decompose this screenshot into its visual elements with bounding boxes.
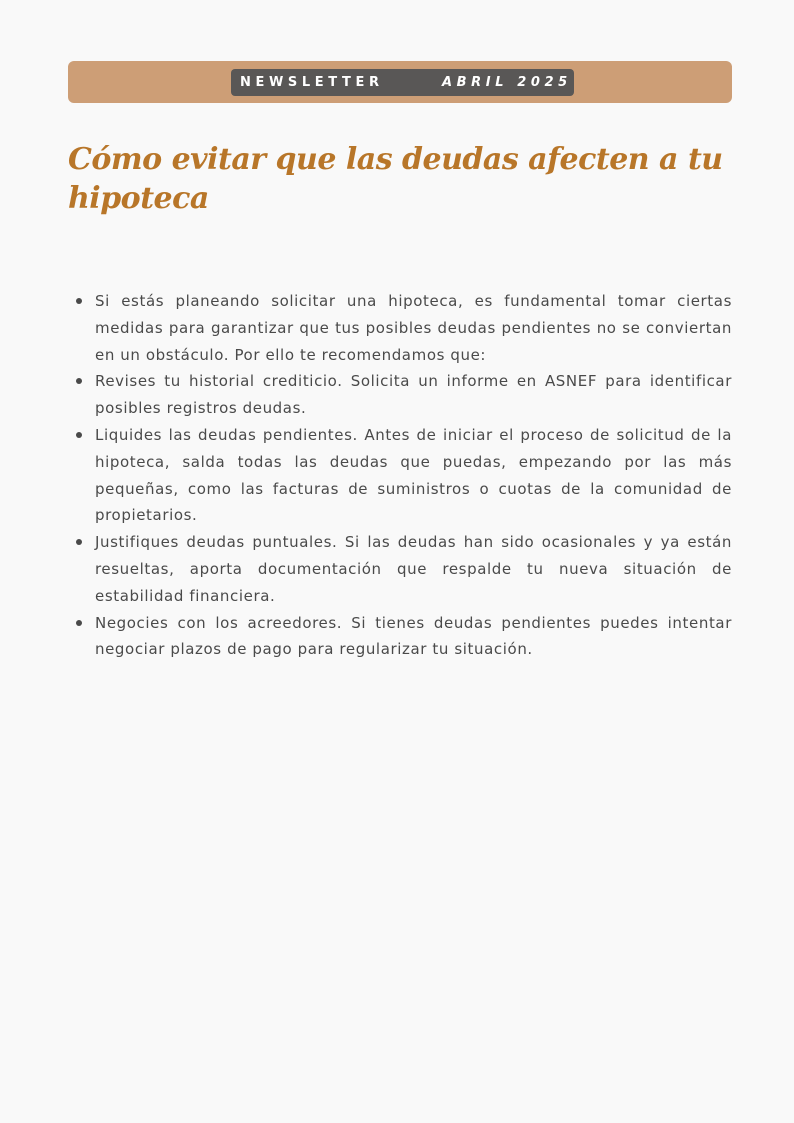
advice-list	[68, 288, 732, 663]
list-item-text: Negocies con los acreedores. Si tienes deudas pendientes puedes intentar negociar plazos de pago para regularizar tu situación.	[95, 613, 732, 659]
bullet-icon	[76, 432, 82, 438]
bullet-icon	[76, 298, 82, 304]
list-item	[68, 422, 732, 529]
newsletter-label: NEWSLETTER	[240, 75, 384, 90]
list-item	[68, 288, 732, 368]
bullet-icon	[76, 378, 82, 384]
bullet-icon	[76, 539, 82, 545]
list-item	[68, 368, 732, 422]
list-item	[68, 610, 732, 664]
article-title: Cómo evitar que las deudas afecten a tu hipoteca	[68, 142, 723, 216]
list-item-text: Justifiques deudas puntuales. Si las deudas han sido ocasionales y ya están resueltas, aporta documentación que respalde tu nueva situación de estabilidad financiera.	[95, 533, 732, 605]
list-item	[68, 529, 732, 609]
newsletter-label-box	[231, 69, 574, 96]
bullet-icon	[76, 620, 82, 626]
list-item-text: Liquides las deudas pendientes. Antes de iniciar el proceso de solicitud de la hipoteca, salda todas las deudas que puedas, empezando por las más pequeñas, como las facturas de suministros o cuotas de la comunidad de propietarios.	[95, 425, 732, 525]
issue-date-label: ABRIL 2025	[442, 75, 572, 90]
list-item-text: Si estás planeando solicitar una hipoteca, es fundamental tomar ciertas medidas para garantizar que tus posibles deudas pendientes no se conviertan en un obstáculo. Por ello te recomendamos que:	[95, 292, 732, 364]
list-item-text: Revises tu historial crediticio. Solicita un informe en ASNEF para identificar posibles registros deudas.	[95, 372, 732, 418]
header-banner	[68, 61, 732, 103]
